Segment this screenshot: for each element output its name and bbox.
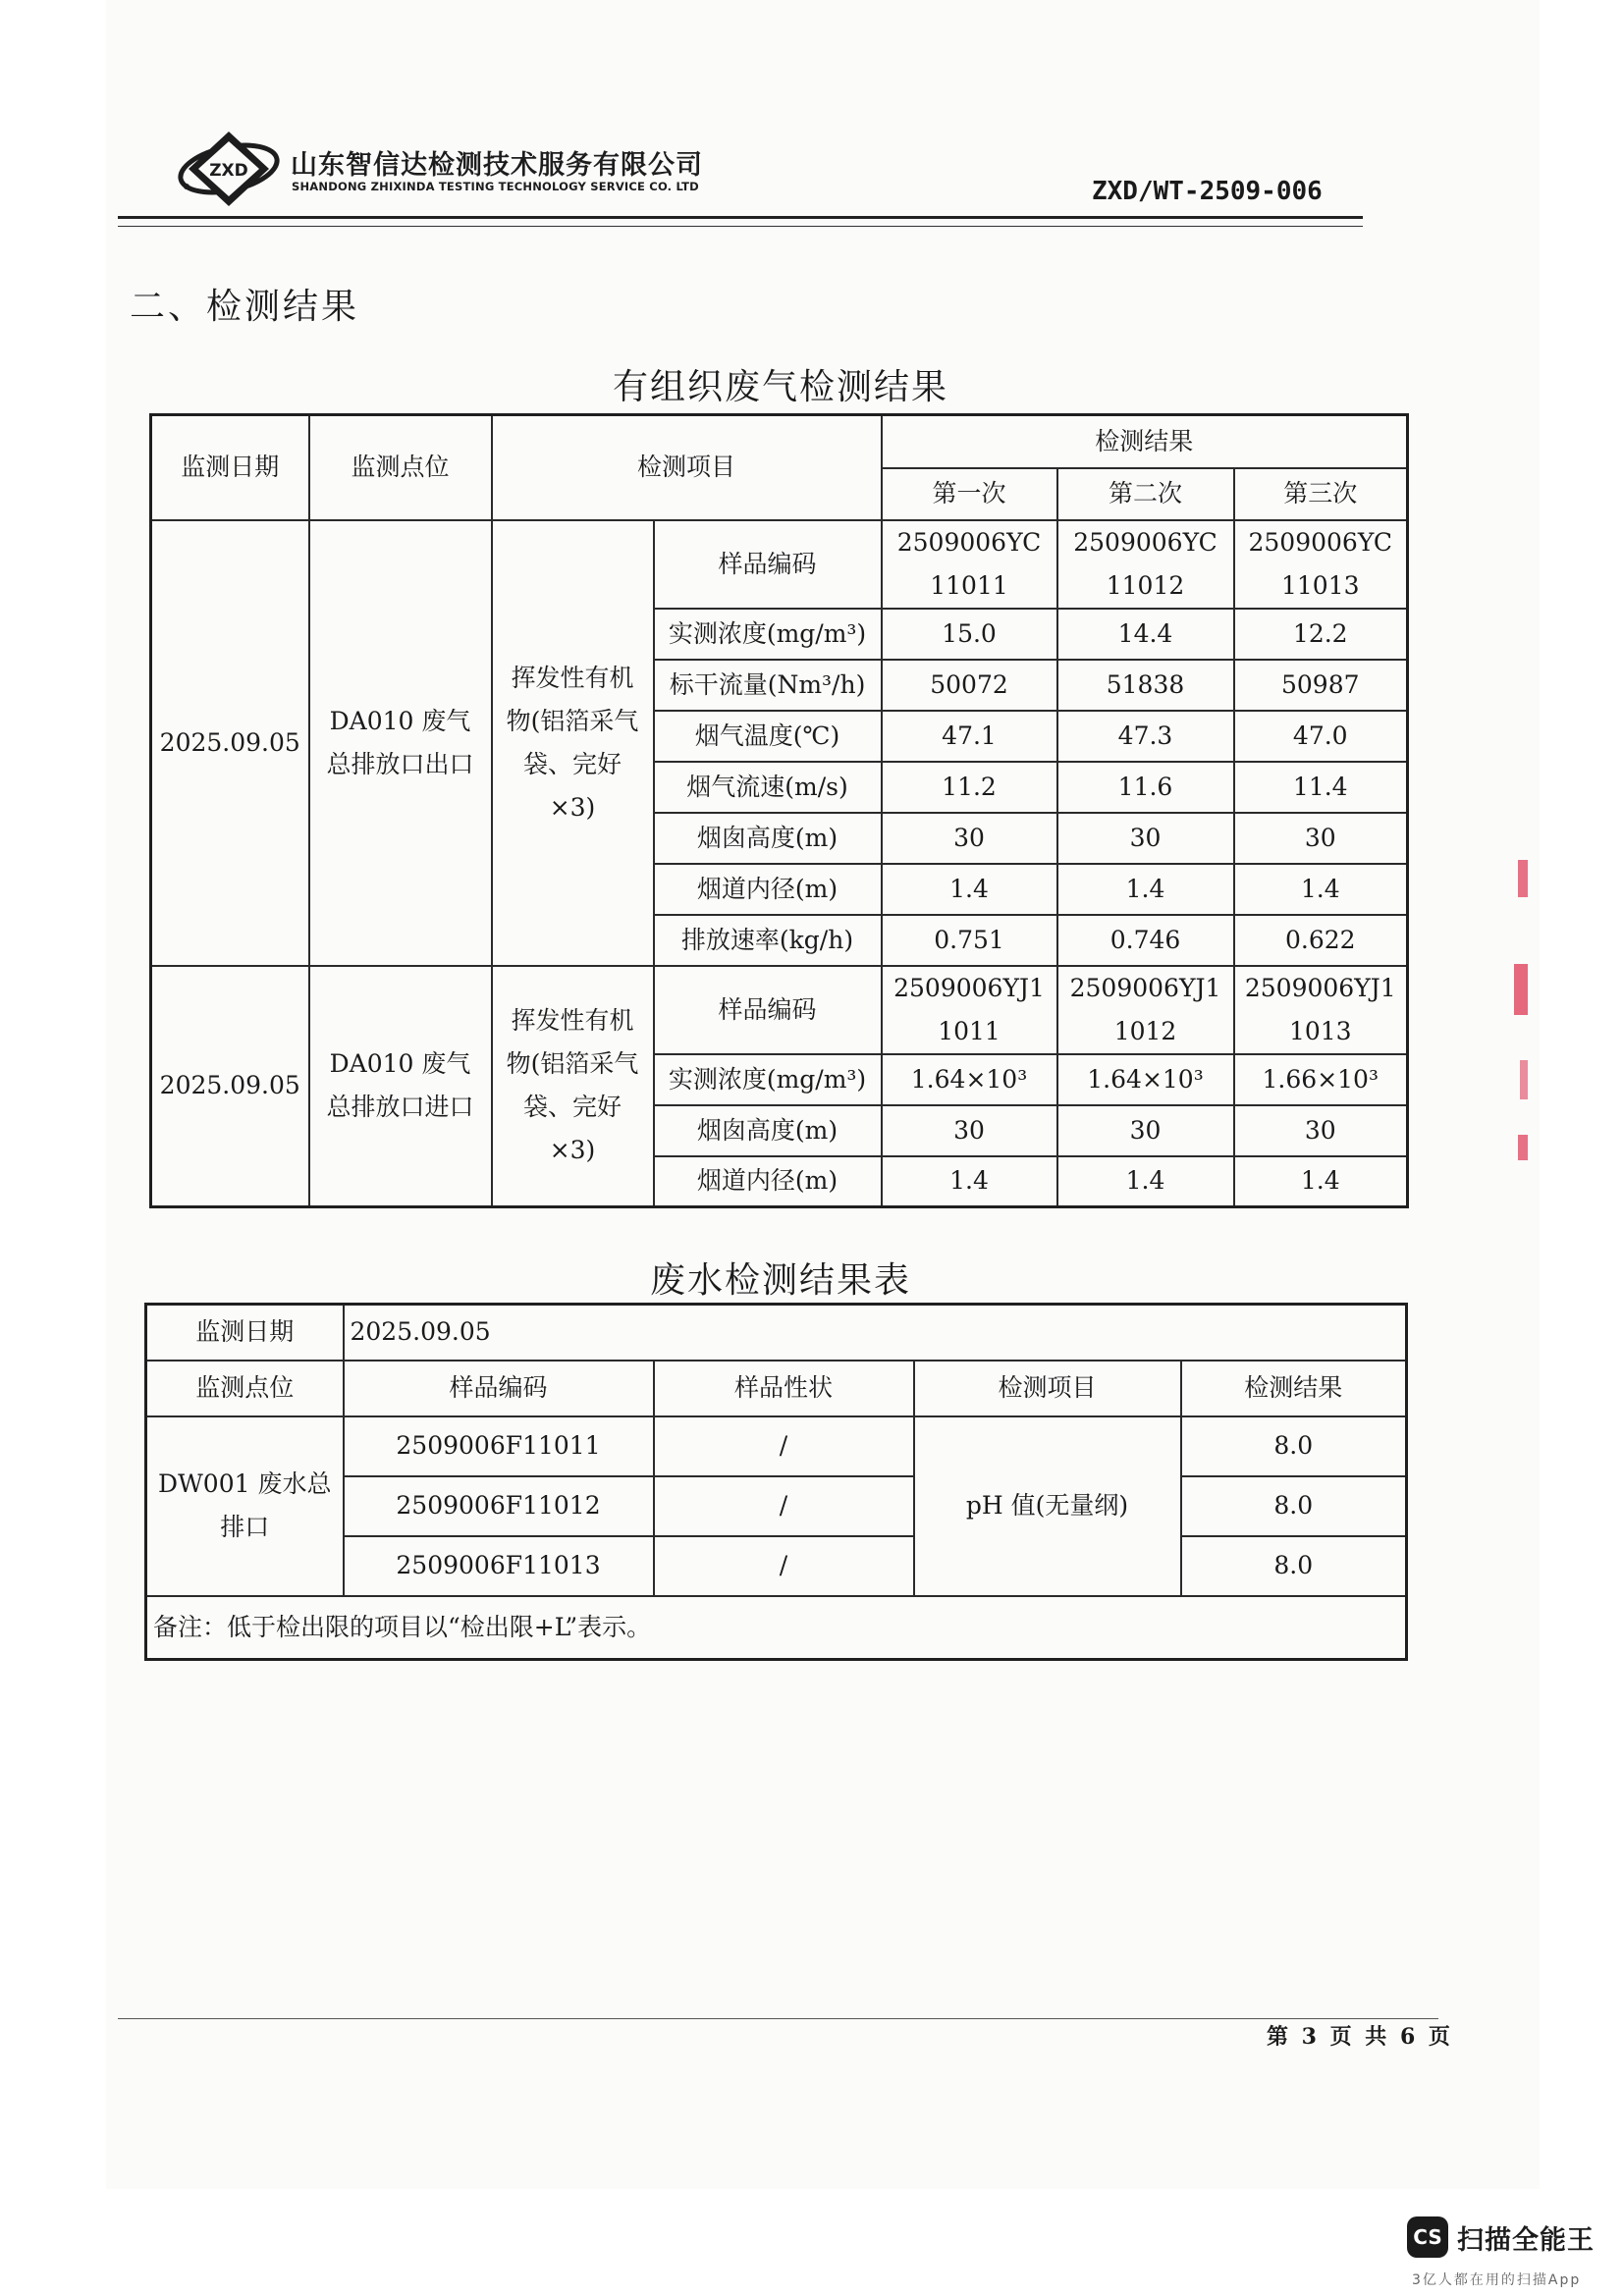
header-date: 监测日期: [151, 415, 309, 520]
footer-rule: [118, 2018, 1438, 2019]
value-cell: 12.2: [1234, 609, 1408, 660]
value-cell: 30: [1234, 813, 1408, 864]
water-sample-no: 2509006F11013: [344, 1536, 654, 1596]
water-header-result: 检测结果: [1181, 1361, 1407, 1416]
value-cell: 51838: [1057, 660, 1234, 711]
water-date-value: 2025.09.05: [344, 1305, 1407, 1361]
value-cell: 2509006YJ11011: [882, 966, 1057, 1054]
header-item: 检测项目: [492, 415, 882, 520]
water-point: DW001 废水总排口: [146, 1416, 344, 1596]
value-cell: 15.0: [882, 609, 1057, 660]
value-cell: 0.746: [1057, 915, 1234, 966]
gas-table-title: 有组织废气检测结果: [612, 367, 948, 407]
value-cell: 30: [882, 1105, 1057, 1156]
value-cell: 1.4: [882, 864, 1057, 915]
value-cell: 47.0: [1234, 711, 1408, 762]
water-result: 8.0: [1181, 1536, 1407, 1596]
group2-category: 挥发性有机物(铝箔采气袋、完好×3): [492, 966, 654, 1207]
water-header-point: 监测点位: [146, 1361, 344, 1416]
header-point: 监测点位: [309, 415, 492, 520]
item-label: 烟道内径(m): [654, 864, 882, 915]
value-cell: 0.751: [882, 915, 1057, 966]
value-cell: 1.64×10³: [882, 1054, 1057, 1105]
header-run-2: 第二次: [1057, 468, 1234, 520]
water-result-table: [144, 1303, 1408, 1661]
value-cell: 30: [882, 813, 1057, 864]
water-table-title: 废水检测结果表: [649, 1260, 911, 1301]
report-number: ZXD/WT-2509-006: [1092, 177, 1323, 206]
page-number: 第 3 页 共 6 页: [1267, 2024, 1453, 2050]
item-label: 烟囱高度(m): [654, 1105, 882, 1156]
logo-text: ZXD: [209, 161, 248, 181]
water-state: /: [654, 1536, 914, 1596]
seal-fragment-icon: [1512, 854, 1534, 1168]
value-cell: 1.64×10³: [1057, 1054, 1234, 1105]
item-label: 排放速率(kg/h): [654, 915, 882, 966]
header-result: 检测结果: [882, 415, 1408, 468]
gas-result-table: [149, 413, 1409, 1208]
water-header-sample-no: 样品编码: [344, 1361, 654, 1416]
group1-category: 挥发性有机物(铝箔采气袋、完好×3): [492, 520, 654, 966]
value-cell: 47.1: [882, 711, 1057, 762]
water-date-label: 监测日期: [146, 1305, 344, 1361]
water-sample-no: 2509006F11011: [344, 1416, 654, 1476]
water-item: pH 值(无量纲): [914, 1416, 1181, 1596]
value-cell: 50072: [882, 660, 1057, 711]
value-cell: 0.622: [1234, 915, 1408, 966]
value-cell: 2509006YJ11012: [1057, 966, 1234, 1054]
header-run-1: 第一次: [882, 468, 1057, 520]
company-logo-icon: [175, 126, 283, 212]
watermark-app-name: 扫描全能王: [1457, 2225, 1595, 2256]
item-label: 样品编码: [654, 966, 882, 1054]
value-cell: 11.2: [882, 762, 1057, 813]
water-state: /: [654, 1416, 914, 1476]
watermark-tagline: 3亿人都在用的扫描App: [1412, 2272, 1582, 2288]
item-label: 烟气温度(℃): [654, 711, 882, 762]
value-cell: 2509006YC11012: [1057, 520, 1234, 609]
value-cell: 1.66×10³: [1234, 1054, 1408, 1105]
item-label: 实测浓度(mg/m³): [654, 609, 882, 660]
water-result: 8.0: [1181, 1416, 1407, 1476]
value-cell: 2509006YC11013: [1234, 520, 1408, 609]
group1-date: 2025.09.05: [151, 520, 309, 966]
item-label: 烟道内径(m): [654, 1156, 882, 1207]
company-name-en: SHANDONG ZHIXINDA TESTING TECHNOLOGY SERVICE CO. LTD: [292, 180, 699, 193]
item-label: 样品编码: [654, 520, 882, 609]
value-cell: 14.4: [1057, 609, 1234, 660]
group2-point: DA010 废气总排放口进口: [309, 966, 492, 1207]
water-note: 备注：低于检出限的项目以“检出限+L”表示。: [146, 1596, 1407, 1660]
value-cell: 2509006YC11011: [882, 520, 1057, 609]
water-header-item: 检测项目: [914, 1361, 1181, 1416]
item-label: 实测浓度(mg/m³): [654, 1054, 882, 1105]
water-state: /: [654, 1476, 914, 1536]
value-cell: 50987: [1234, 660, 1408, 711]
company-name-cn: 山东智信达检测技术服务有限公司: [291, 150, 703, 181]
water-result: 8.0: [1181, 1476, 1407, 1536]
item-label: 烟气流速(m/s): [654, 762, 882, 813]
water-header-state: 样品性状: [654, 1361, 914, 1416]
value-cell: 47.3: [1057, 711, 1234, 762]
item-label: 标干流量(Nm³/h): [654, 660, 882, 711]
camscanner-logo-icon: CS: [1407, 2216, 1448, 2258]
value-cell: 2509006YJ11013: [1234, 966, 1408, 1054]
section-title: 二、检测结果: [130, 287, 360, 327]
value-cell: 1.4: [1234, 864, 1408, 915]
header-rule-thin: [118, 226, 1363, 227]
value-cell: 11.6: [1057, 762, 1234, 813]
group1-point: DA010 废气总排放口出口: [309, 520, 492, 966]
value-cell: 1.4: [882, 1156, 1057, 1207]
water-sample-no: 2509006F11012: [344, 1476, 654, 1536]
value-cell: 30: [1057, 1105, 1234, 1156]
value-cell: 1.4: [1057, 1156, 1234, 1207]
value-cell: 30: [1234, 1105, 1408, 1156]
header-rule: [118, 216, 1363, 219]
item-label: 烟囱高度(m): [654, 813, 882, 864]
header-run-3: 第三次: [1234, 468, 1408, 520]
value-cell: 11.4: [1234, 762, 1408, 813]
value-cell: 1.4: [1234, 1156, 1408, 1207]
value-cell: 1.4: [1057, 864, 1234, 915]
group2-date: 2025.09.05: [151, 966, 309, 1207]
value-cell: 30: [1057, 813, 1234, 864]
